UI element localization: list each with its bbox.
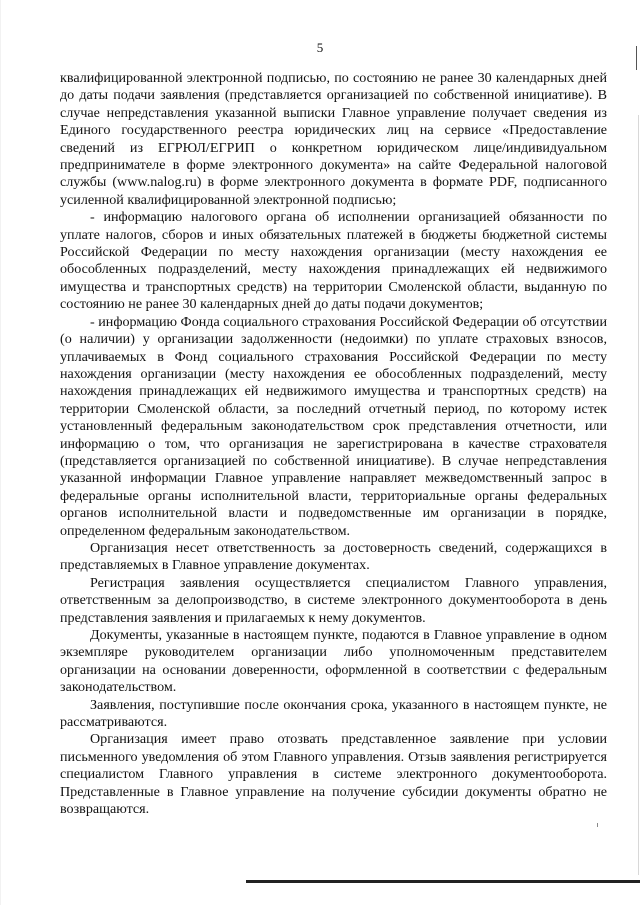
paragraph-withdrawal: Организация имеет право отозвать представленное заявление при условии письменного уведомления об этом Главного управления. Отзыв заявления регистрируется специалистом Главного управления в системе электронного документооборота. Представленные в Главное управление на получение субсидии документы обратно не возвращаются. [60,731,607,818]
paragraph-submission: Документы, указанные в настоящем пункте, подаются в Главное управление в одном экземпляре руководителем организации либо уполномоченным представителем организации на основании доверенности, оформленной в соответствии с федеральным законодательством. [60,627,607,696]
paragraph-registration: Регистрация заявления осуществляется специалистом Главного управления, ответственным за делопроизводство, в системе электронного документооборота в день представления заявления и прилагаемых к нему документов. [60,574,607,626]
scan-edge-right [638,115,639,875]
page-number: 5 [316,40,324,55]
paragraph-responsibility: Организация несет ответственность за достоверность сведений, содержащихся в представляемых в Главное управление документах. [60,539,607,574]
scan-speck [597,823,598,827]
paragraph-tax-info: - информацию налогового органа об исполнении организацией обязанности по уплате налогов, сборов и иных обязательных платежей в бюджеты бюджетной системы Российской Федерации по месту нахождения организации (месту нахождения ее обособленных подразделений, месту нахождения принадлежащих ей недвижимого имущества и транспортных средств) на территории Смоленской области, выданную по состоянию не ранее 30 календарных дней до даты подачи документов; [60,209,607,313]
paragraph-continuation: квалифицированной электронной подписью, по состоянию не ранее 30 календарных дней до даты подачи заявления (представляется организацией по собственной инициативе). В случае непредставления указанной выписки Главное управление получает сведения из Единого государственного реестра юридических лиц на сервисе «Предоставление сведений из ЕГРЮЛ/ЕГРИП о конкретном юридическом лице/индивидуальном предпринимателе в форме электронного документа» на сайте Федеральной налоговой службы (www.nalog.ru) в форме электронного документа в формате PDF, подписанного усиленной квалифицированной электронной подписью; [60,70,607,208]
paragraph-late-applications: Заявления, поступившие после окончания срока, указанного в настоящем пункте, не рассматриваются. [60,696,607,731]
paragraph-social-insurance-info: - информацию Фонда социального страхования Российской Федерации об отсутствии (о наличии) у организации задолженности (недоимки) по уплате страховых взносов, уплачиваемых в Фонд социального страхования Российской Федерации по месту нахождения организации (месту нахождения ее обособленных подразделений, месту нахождения принадлежащих ей недвижимого имущества и транспортных средств) на территории Смоленской области, за последний отчетный период, по которому истек установленный федеральным законодательством срок представления отчетности, или информацию о том, что организация не зарегистрирована в качестве страхователя (представляется организацией по собственной инициативе). В случае непредставления указанной информации Главное управление направляет межведомственный запрос в федеральные органы исполнительной власти, территориальные органы федеральных органов исполнительной власти и подведомственные им организации в порядке, определенном федеральным законодательством. [60,313,607,539]
document-body [60,70,607,818]
scan-bottom-bar [246,880,640,883]
scan-edge-left [0,0,1,905]
